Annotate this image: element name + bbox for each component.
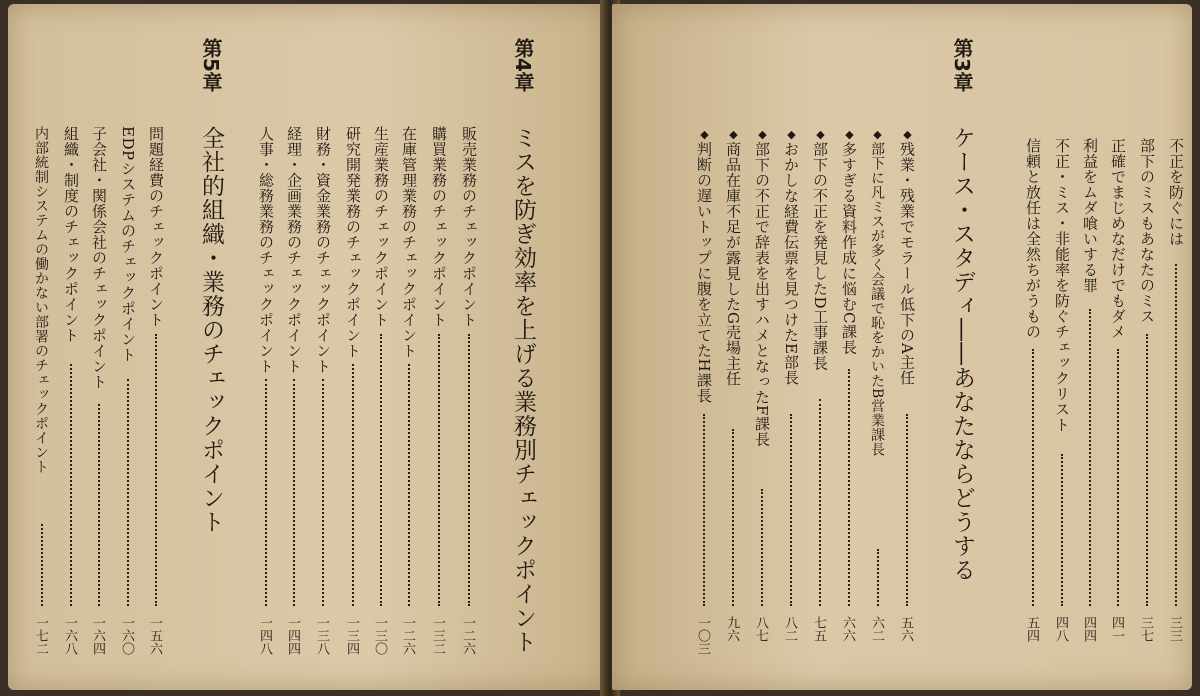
bullet-icon: ◆ [871,128,884,142]
ch4-page-2: 一三二 [430,616,445,655]
dot-leader [1089,309,1093,606]
dot-leader [703,414,707,606]
dot-leader [293,379,297,606]
ch3-page-5: 八二 [782,616,797,642]
dot-leader [352,364,356,606]
chapter3-heading: 第3章 [950,38,974,92]
bullet-icon: ◆ [698,128,711,142]
ch3-entry-5: ◆おかしな経費伝票を見つけたE部長 [782,128,800,386]
ch3-entry-6: ◆部下の不正で辞表を出すハメとなったF課長 [753,128,771,447]
dot-leader [906,414,910,606]
ch3-page-4: 七五 [811,616,826,642]
dot-leader [761,489,765,606]
dot-leader [1146,334,1150,606]
ch4-page-7: 一四四 [285,616,300,655]
ch3-page-1: 五六 [898,616,913,642]
ch4-page-1: 一二六 [460,616,475,655]
ch3-entry-8: ◆判断の遅いトップに腹を立てたH課長 [695,128,713,404]
ch3-page-2: 六二 [869,616,884,642]
ch4-page-6: 一三八 [314,616,329,655]
dot-leader [408,364,412,606]
ch5-entry-1: 問題経費のチェックポイント [147,126,165,328]
chapter5-heading: 第5章 [199,38,223,92]
ch5-page-3: 一六四 [90,616,105,655]
ch3-entry-3: ◆多すぎる資料作成に悩むC課長 [840,128,858,355]
ch2-entry-5: 不正・ミス・非能率を防ぐチェックリスト [1053,138,1071,433]
dot-leader [790,414,794,606]
bullet-icon: ◆ [785,128,798,142]
ch3-page-6: 八七 [753,616,768,642]
chapter4-title: ミスを防ぎ効率を上げる業務別チェックポイント [510,126,536,654]
dot-leader [468,334,472,606]
dot-leader [1061,454,1065,606]
ch4-entry-7: 経理・企画業務のチェックポイント [285,126,303,374]
bullet-icon: ◆ [756,128,769,142]
ch4-entry-4: 生産業務のチェックポイント [372,126,390,328]
ch4-entry-5: 研究開発業務のチェックポイント [344,126,362,359]
ch4-page-5: 一三四 [344,616,359,655]
dot-leader [380,334,384,606]
ch2-entry-1: 不正を防ぐには [1167,138,1185,247]
ch3-entry-1: ◆残業・残業でモラール低下のA主任 [898,128,916,386]
dot-leader [127,379,131,606]
dot-leader [70,364,74,606]
bullet-icon: ◆ [843,128,856,142]
dot-leader [732,429,736,606]
ch3-page-8: 一〇三 [695,616,710,655]
ch4-entry-6: 財務・資金業務のチェックポイント [314,126,332,374]
dot-leader [438,334,442,606]
ch2-page-3: 四一 [1109,616,1124,642]
ch2-page-5: 四八 [1053,616,1068,642]
ch4-entry-8: 人事・総務業務のチェックポイント [257,126,275,374]
ch5-page-4: 一六八 [62,616,77,655]
ch3-page-7: 九六 [724,616,739,642]
left-page [8,4,608,690]
ch3-entry-2: ◆部下に凡ミスが多く会議で恥をかいたB営業課長 [869,128,885,457]
dot-leader [1175,264,1179,606]
ch2-entry-2: 部下のミスもあなたのミス [1138,138,1156,324]
ch2-entry-6: 信頼と放任は全然ちがうもの [1024,138,1042,340]
ch3-entry-4: ◆部下の不正を発見したD工事課長 [811,128,829,372]
ch3-page-3: 六六 [840,616,855,642]
chapter3-title: ケース・スタディ――あなたならどうする [949,126,975,582]
ch5-page-2: 一六〇 [119,616,134,655]
ch2-entry-3: 正確でまじめなだけでもダメ [1109,138,1127,340]
ch4-entry-2: 購買業務のチェックポイント [430,126,448,328]
bullet-icon: ◆ [901,128,914,142]
chapter5-title: 全社的組織・業務のチェックポイント [198,126,224,534]
ch4-entry-1: 販売業務のチェックポイント [460,126,478,328]
ch5-page-5: 一七二 [33,616,48,655]
dot-leader [265,379,269,606]
ch5-entry-5: 内部統制システムの働かない部署のチェックポイント [33,126,49,474]
dot-leader [155,334,159,606]
ch2-entry-4: 利益をムダ喰いする罪 [1081,138,1099,293]
dot-leader [41,524,45,606]
bullet-icon: ◆ [727,128,740,142]
chapter4-heading: 第4章 [511,38,535,92]
ch2-page-2: 三七 [1138,616,1153,642]
ch4-page-8: 一四八 [257,616,272,655]
ch4-page-4: 一三〇 [372,616,387,655]
dot-leader [1032,349,1036,606]
ch5-entry-4: 組織・制度のチェックポイント [62,126,80,343]
ch5-entry-2: EDPシステムのチェックポイント [119,126,137,363]
dot-leader [819,399,823,606]
right-page [612,4,1192,690]
dot-leader [848,369,852,606]
dot-leader [322,379,326,606]
ch4-page-3: 一二六 [400,616,415,655]
ch4-entry-3: 在庫管理業務のチェックポイント [400,126,418,359]
bullet-icon: ◆ [814,128,827,142]
ch2-page-4: 四四 [1081,616,1096,642]
dot-leader [98,404,102,606]
ch3-entry-7: ◆商品在庫不足が露見したG売場主任 [724,128,742,387]
ch5-page-1: 一五六 [147,616,162,655]
ch5-entry-3: 子会社・関係会社のチェックポイント [90,126,108,390]
dot-leader [877,549,881,606]
ch2-page-1: 三三 [1167,616,1182,642]
ch2-page-6: 五四 [1024,616,1039,642]
dot-leader [1117,349,1121,606]
